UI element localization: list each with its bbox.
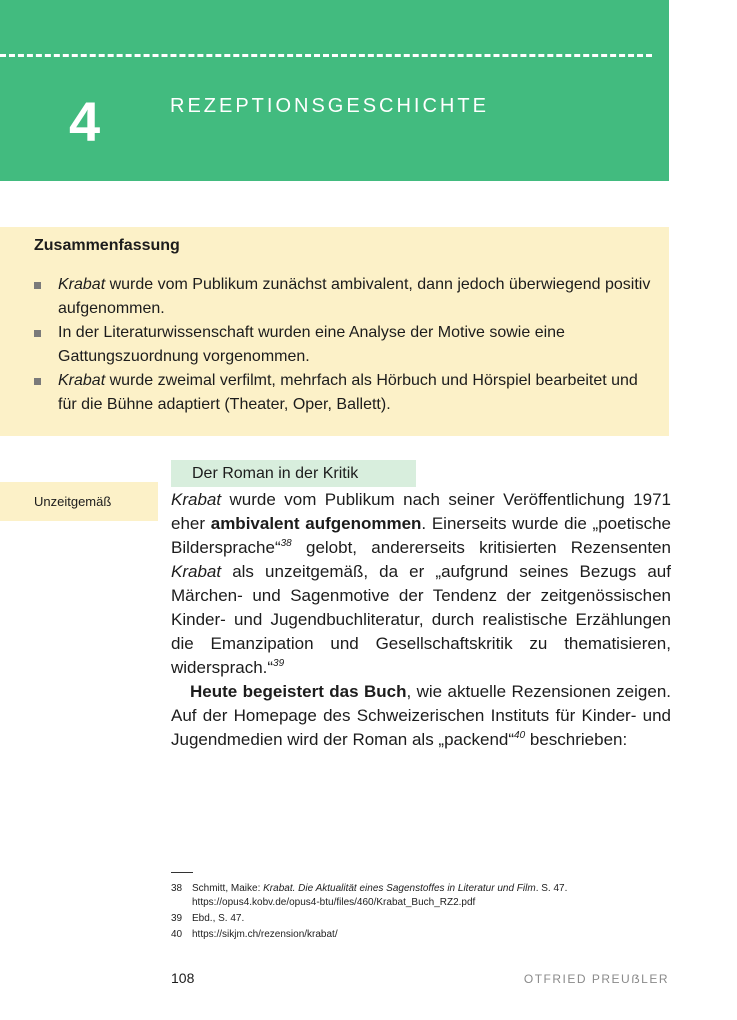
summary-list [34, 273, 659, 417]
summary-item [34, 273, 659, 321]
text-run: gelobt, andererseits kritisierten Rezensenten [291, 538, 671, 557]
paragraph [171, 680, 671, 752]
emphasis: Heute begeistert das Buch [190, 682, 407, 701]
summary-item [34, 369, 659, 417]
summary-item-text: wurde zweimal verfilmt, mehrfach als Hörbuch und Hörspiel bearbeitet und für die Bühne adaptiert (Theater, Oper, Ballett). [58, 372, 638, 413]
text-run: . Einerseits wurde die „poetische Bildersprache“ [171, 514, 671, 557]
chapter-header [0, 0, 669, 181]
footnote [171, 928, 651, 942]
dashed-divider [0, 54, 652, 57]
margin-note-text: Unzeitgemäß [34, 494, 112, 509]
margin-note [0, 482, 158, 521]
book-title: Krabat [58, 372, 106, 389]
chapter-title: REZEPTIONSGESCHICHTE [170, 95, 489, 117]
footnote [171, 912, 651, 926]
body-text [171, 488, 671, 752]
summary-heading: Zusammenfassung [34, 237, 180, 254]
footnote-url[interactable]: https://sikjm.ch/rezension/krabat/ [192, 929, 338, 940]
text-run: beschrieben: [525, 730, 628, 749]
summary-item [34, 321, 659, 369]
footnote [171, 882, 651, 910]
chapter-number: 4 [69, 90, 101, 153]
text-run: wurde vom Publikum nach seiner Veröffentlichung 1971 eher [171, 490, 671, 533]
book-title: Krabat [171, 490, 222, 509]
footnotes [171, 882, 651, 944]
text-run: als unzeitgemäß, da er „aufgrund seines Bezugs auf Märchen- und Sagenmotive der Tendenz der zeitgenössischen Kinder- und Jugendbuchliteratur, durch realistische Erzählungen die Emanzipation und Gesellschaftskritik zu thematisieren, widersprach.“ [171, 562, 671, 677]
footnote-ref[interactable]: 40 [514, 730, 526, 741]
text-run: , wie aktuelle Rezensionen zeigen. Auf der Homepage des Schweizerischen Instituts für Kinder- und Jugendmedien wird der Roman als „packend“ [171, 682, 671, 749]
footnote-text: Ebd., S. 47. [192, 913, 245, 924]
footnote-number: 38 [171, 883, 183, 894]
footnote-title: Krabat. Die Aktualität eines Sagenstoffes in Literatur und Film [263, 883, 536, 894]
summary-item-text: In der Literaturwissenschaft wurden eine Analyse der Motive sowie eine Gattungszuordnung vorgenommen. [58, 324, 565, 365]
book-title: Krabat [171, 562, 222, 581]
square-bullet-icon [34, 378, 41, 385]
running-footer: OTFRIED PREUẞLER [523, 972, 669, 986]
footnote-text: . S. 47. [535, 883, 568, 894]
summary-item-text: wurde vom Publikum zunächst ambivalent, dann jedoch überwiegend positiv aufgenommen. [58, 276, 651, 317]
square-bullet-icon [34, 330, 41, 337]
square-bullet-icon [34, 282, 41, 289]
emphasis: ambivalent aufgenommen [210, 514, 422, 533]
footnote-text: Schmitt, Maike: [192, 883, 264, 894]
footnote-ref[interactable]: 39 [273, 658, 285, 669]
summary-box [0, 227, 669, 436]
footnote-number: 40 [171, 929, 183, 940]
page-number: 108 [171, 970, 195, 986]
footnote-rule [171, 872, 193, 873]
footnote-url[interactable]: https://opus4.kobv.de/opus4-btu/files/460/Krabat_Buch_RZ2.pdf [192, 897, 476, 908]
section-heading: Der Roman in der Kritik [171, 460, 416, 487]
book-title: Krabat [58, 276, 106, 293]
paragraph [171, 488, 671, 680]
footnote-ref[interactable]: 38 [280, 538, 292, 549]
footnote-number: 39 [171, 913, 183, 924]
